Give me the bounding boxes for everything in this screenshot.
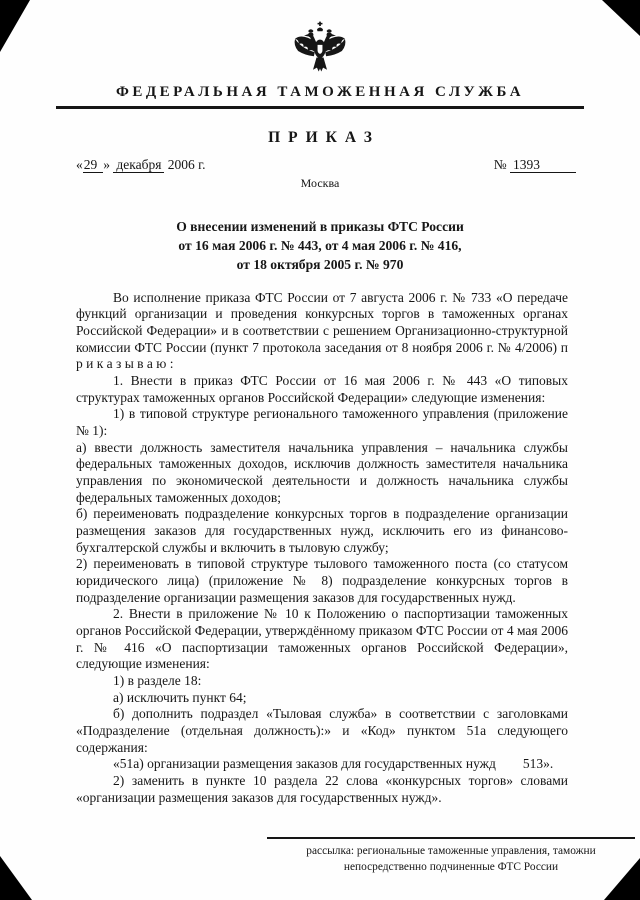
date-year: 2006 г. <box>167 156 206 172</box>
letterhead-divider <box>56 106 584 109</box>
document-body <box>76 290 568 807</box>
number-label: № <box>493 156 507 172</box>
paragraph-clause-2-sub-2: 2) заменить в пункте 10 раздела 22 слова «конкурсных торгов» словами «организации размещения заказов для государственных нужд». <box>76 773 568 805</box>
title-line: от 16 мая 2006 г. № 443, от 4 мая 2006 г. № 416, <box>178 237 462 253</box>
document-number <box>494 157 576 173</box>
paragraph-clause-1-sub-1: 1) в типовой структуре регионального таможенного управления (приложение № 1): <box>76 406 568 438</box>
document-date <box>76 157 206 173</box>
title-line: О внесении изменений в приказы ФТС России <box>176 218 464 234</box>
paragraph-clause-2-sub-1: 1) в разделе 18: <box>113 673 202 689</box>
date-number-row <box>76 157 576 173</box>
distribution-note <box>267 837 635 876</box>
date-close-quote: » <box>103 156 110 172</box>
paragraph-clause-2-sub-1b: б) дополнить подраздел «Тыловая служба» в соответствии с заголовками «Подразделение (отдельная должность):» и «Код» пунктом 51а следующего содержания: <box>76 706 568 755</box>
scan-artifact-corner-bottom-left <box>0 856 32 900</box>
city-label: Москва <box>300 175 340 190</box>
paragraph-preamble: Во исполнение приказа ФТС России от 7 августа 2006 г. № 733 «О передаче функций организации и проведения конкурсных торгов в таможенных органах Российской Федерации» и в соответствии с решением Организационно-структурной комиссии ФТС России (пункт 7 протокола заседания от 8 ноября 2006 г. № 4/2006) п р и к а з ы в а ю : <box>76 289 568 372</box>
letterhead <box>0 0 640 109</box>
paragraph-clause-2: 2. Внести в приложение № 10 к Положению о паспортизации таможенных органов Российской Федерации, утверждённому приказом ФТС России от 4 мая 2006 г. № 416 «О паспортизации таможенных органов Российской Федерации», следующие изменения: <box>76 606 568 672</box>
double-headed-eagle-icon <box>292 20 348 74</box>
distribution-line: рассылка: региональные таможенные управления, таможни <box>306 844 596 857</box>
title-line: от 18 октября 2005 г. № 970 <box>236 256 404 272</box>
paragraph-clause-2-sub-1a: а) исключить пункт 64; <box>113 689 247 705</box>
document-title <box>0 217 640 274</box>
date-day: 29 <box>83 157 104 173</box>
paragraph-clause-1: 1. Внести в приказ ФТС России от 16 мая 2006 г. № 443 «О типовых структурах таможенных органов Российской Федерации» следующие изменения: <box>76 372 568 405</box>
org-name: ФЕДЕРАЛЬНАЯ ТАМОЖЕННАЯ СЛУЖБА <box>115 84 525 100</box>
number-value: 1393 <box>510 157 576 173</box>
document-type: ПРИКАЗ <box>268 128 380 146</box>
date-month: декабря <box>113 157 164 173</box>
paragraph-code-line: «51а) организации размещения заказов для государственных нужд 513». <box>113 756 554 772</box>
distribution-line: непосредственно подчиненные ФТС России <box>343 861 559 874</box>
paragraph-clause-1-sub-1a: а) ввести должность заместителя начальника управления – начальника службы федеральных таможенных доходов, исключив должность заместителя начальника управления по экономической деятельности и должность начальника службы федеральных таможенных доходов; <box>76 439 568 505</box>
paragraph-clause-1-sub-1b: б) переименовать подразделение конкурсных торгов в подразделение организации размещения заказов для государственных нужд, исключить его из финансово-бухгалтерской службы и включить в тыловую службу; <box>76 506 568 555</box>
date-open-quote: « <box>76 156 83 172</box>
paragraph-clause-1-sub-2: 2) переименовать в типовой структуре тылового таможенного поста (со статусом юридического лица) (приложение № 8) подразделение конкурсных торгов в подразделение организации размещения заказов для государственных нужд. <box>76 556 568 605</box>
